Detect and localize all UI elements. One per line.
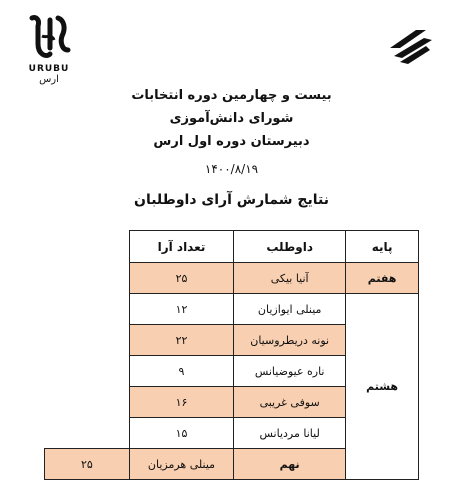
table-header-row (45, 231, 419, 263)
grade-cell-seventh: هفتم (346, 263, 419, 294)
header-votes: تعداد آرا (129, 231, 233, 263)
results-table (44, 230, 419, 480)
candidate-cell: نونه دریطروسیان (234, 325, 346, 356)
logo-latin-text: URUBU (28, 64, 70, 74)
votes-cell: ۱۲ (129, 294, 233, 325)
results-subtitle: نتایج شمارش آرای داوطلبان (134, 192, 329, 208)
votes-cell: ۲۲ (129, 325, 233, 356)
header-grade: پایه (346, 231, 419, 263)
organization-logo (386, 26, 436, 66)
ribbon-emblem-icon (386, 26, 436, 66)
votes-cell: ۹ (129, 356, 233, 387)
election-title: بیست و چهارمین دوره انتخابات (131, 88, 332, 103)
candidate-cell: سوفی غریبی (234, 387, 346, 418)
votes-cell: ۱۵ (129, 418, 233, 449)
votes-cell: ۲۵ (45, 449, 130, 480)
school-title: دبیرستان دوره اول ارس (153, 134, 310, 149)
school-logo (26, 14, 72, 85)
votes-cell: ۱۶ (129, 387, 233, 418)
table-row (45, 294, 419, 325)
council-title: شورای دانش‌آموزی (169, 111, 294, 126)
header-candidate: داوطلب (234, 231, 346, 263)
candidate-cell: ناره عیوضیانس (234, 356, 346, 387)
logo-farsi-text: ارس (39, 74, 59, 85)
election-date: ۱۴۰۰/۸/۱۹ (204, 162, 259, 176)
candidate-cell: لیانا مردیانس (234, 418, 346, 449)
candidate-cell: آنیا بیکی (234, 263, 346, 294)
grade-cell-ninth: نهم (234, 449, 346, 480)
school-logo-emblem-icon (26, 14, 72, 64)
candidate-cell: مینلی هرمزیان (129, 449, 233, 480)
candidate-cell: مینلی ایوازیان (234, 294, 346, 325)
table-row (45, 263, 419, 294)
grade-cell-eighth: هشتم (346, 294, 419, 480)
votes-cell: ۲۵ (129, 263, 233, 294)
